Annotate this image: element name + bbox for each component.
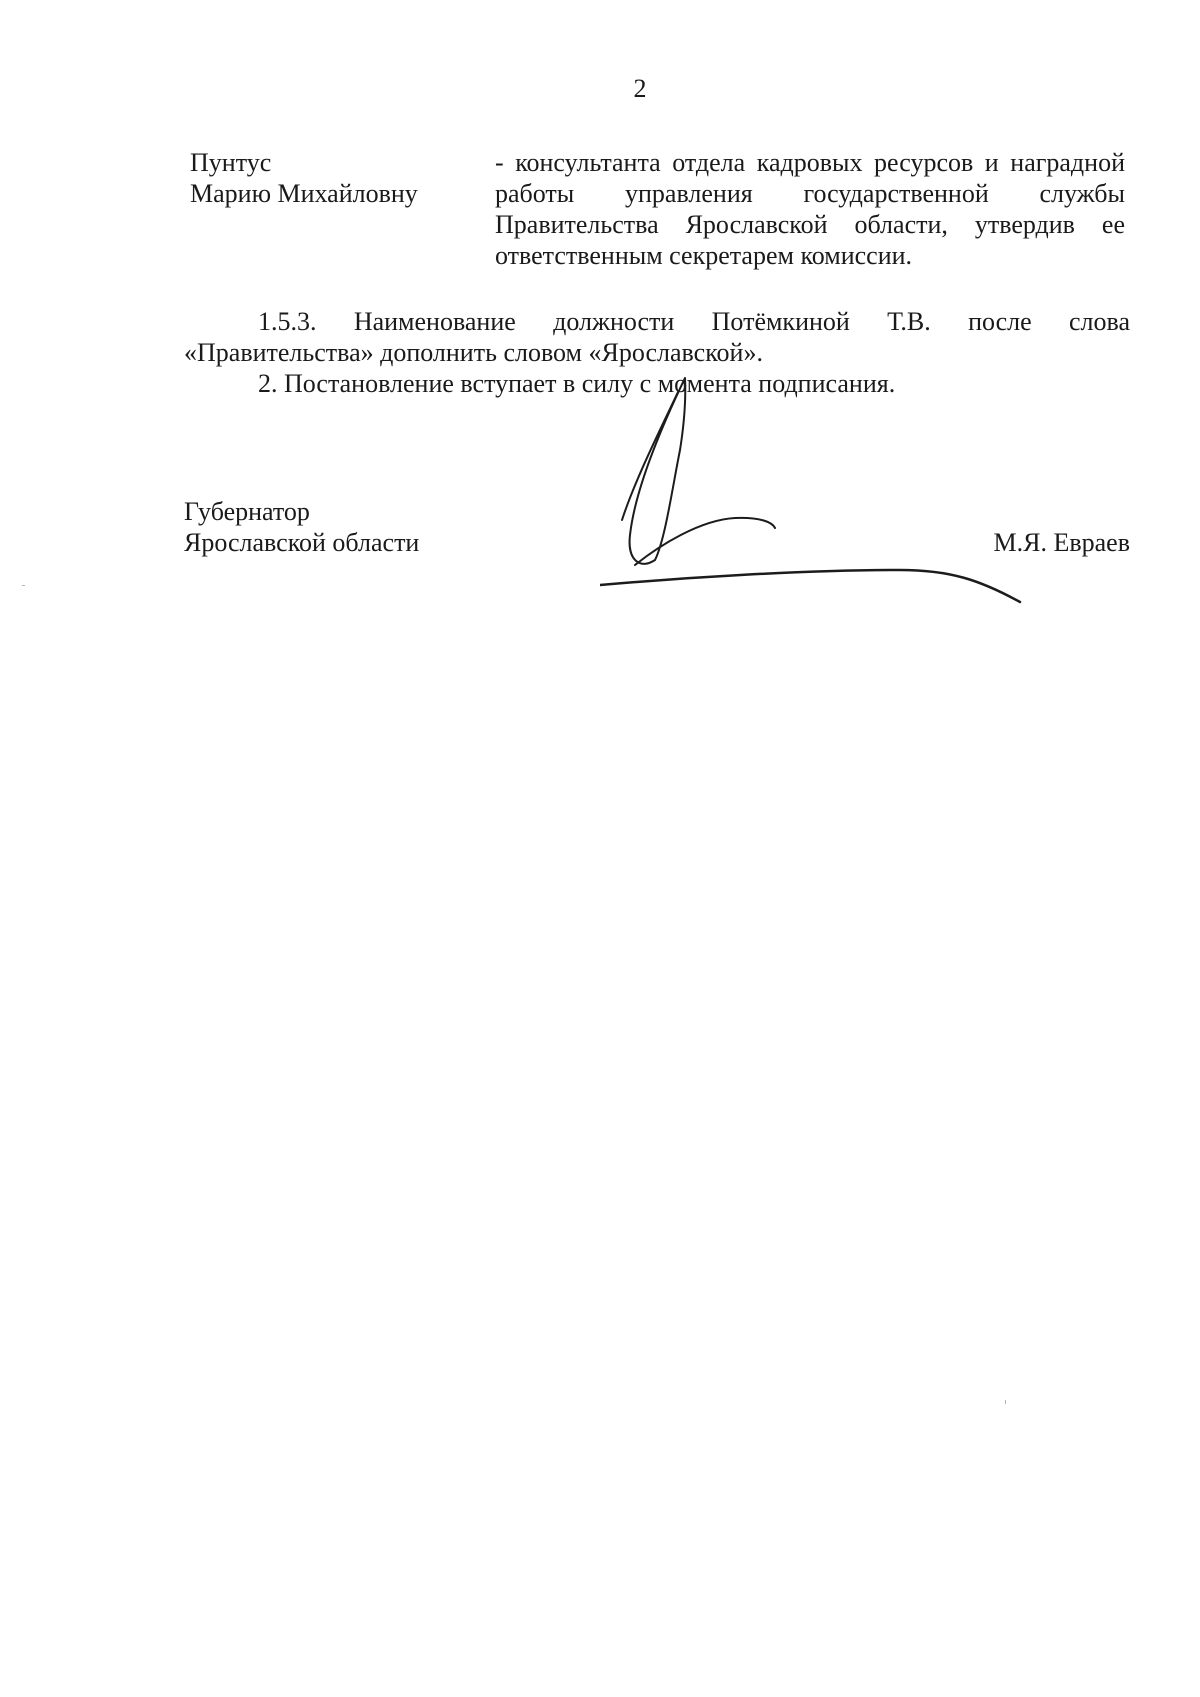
signatory-title-line1: Губернатор xyxy=(184,497,310,526)
scan-mark-right xyxy=(1005,1400,1006,1404)
person-given-names: Марию Михайловну xyxy=(190,179,418,208)
paragraph-1-5-3: 1.5.3. Наименование должности Потёмкиной Т.В. после слова «Правительства» дополнить словом «Ярославской». xyxy=(184,307,1130,367)
handwritten-signature xyxy=(600,370,1080,660)
page-number: 2 xyxy=(633,74,647,103)
scan-mark-left xyxy=(22,585,25,586)
person-description: - консультанта отдела кадровых ресурсов и наградной работы управления государственной службы Правительства Ярославской области, утвердив ее ответственным секретарем комиссии. xyxy=(495,148,1125,270)
paragraph-2: 2. Постановление вступает в силу с момента подписания. xyxy=(258,369,896,398)
signatory-title-line2: Ярославской области xyxy=(184,528,420,557)
person-entry xyxy=(190,147,1125,271)
signatory-name: М.Я. Евраев xyxy=(993,528,1130,557)
person-name xyxy=(190,147,495,271)
person-surname: Пунтус xyxy=(190,148,272,177)
signature-stroke-underline xyxy=(600,570,1020,602)
